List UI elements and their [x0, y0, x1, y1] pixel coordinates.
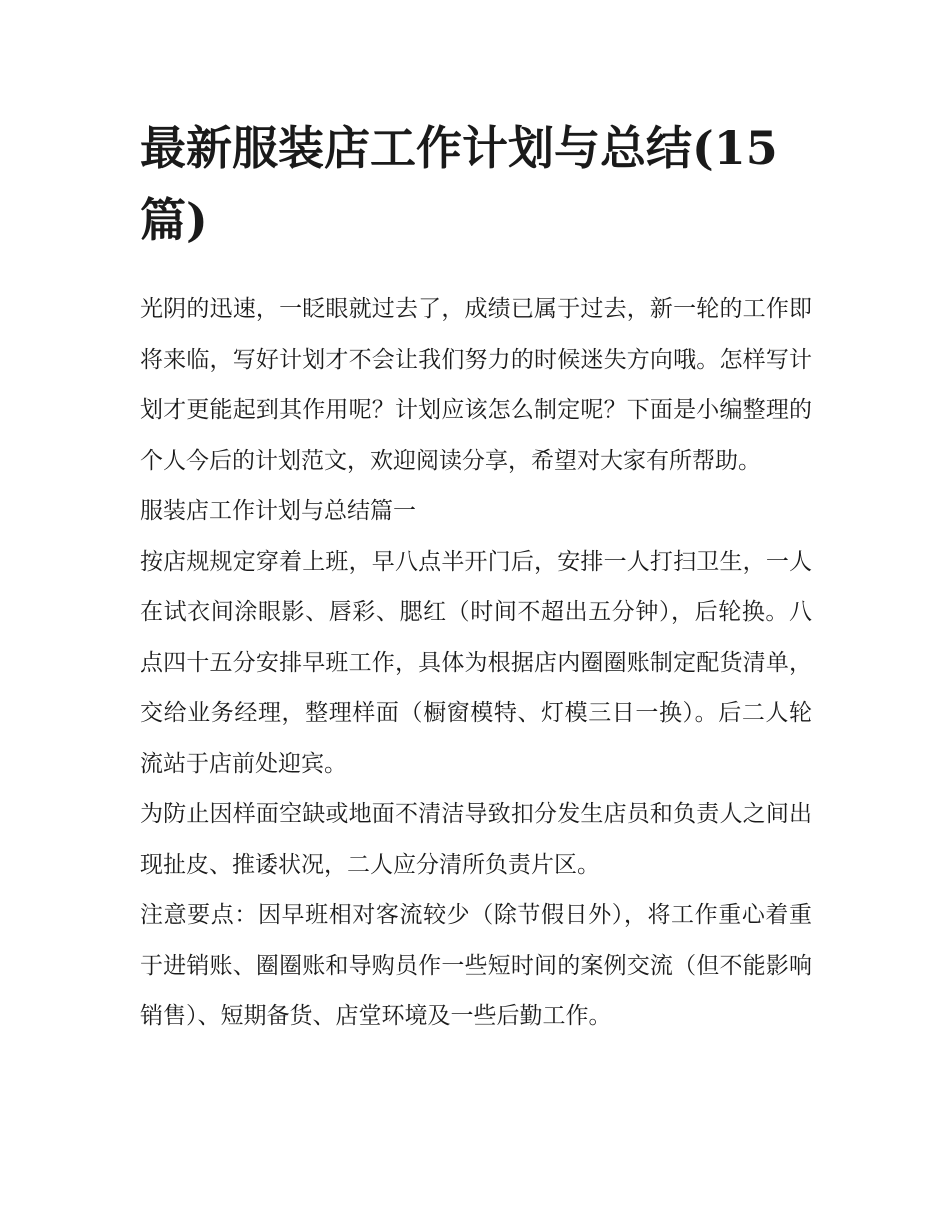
body-paragraph-3: 注意要点：因早班相对客流较少（除节假日外），将工作重心着重于进销账、圈圈账和导购员作一些短时间的案例交流（但不能影响销售）、短期备货、店堂环境及一些后勤工作。 — [140, 902, 812, 1029]
intro-paragraph: 光阴的迅速，一眨眼就过去了，成绩已属于过去，新一轮的工作即将来临，写好计划才不会让我们努力的时候迷失方向哦。怎样写计划才更能起到其作用呢？计划应该怎么制定呢？下面是小编整理的个人今后的计划范文，欢迎阅读分享，希望对大家有所帮助。 — [140, 296, 812, 474]
body-paragraph-1: 按店规规定穿着上班，早八点半开门后，安排一人打扫卫生，一人在试衣间涂眼影、唇彩、腮红（时间不超出五分钟），后轮换。八点四十五分安排早班工作，具体为根据店内圈圈账制定配货清单，交给业务经理，整理样面（橱窗模特、灯模三日一换）。后二人轮流站于店前处迎宾。 — [140, 548, 812, 777]
section-heading: 服装店工作计划与总结篇一 — [140, 498, 416, 524]
body-paragraph-2: 为防止因样面空缺或地面不清洁导致扣分发生店员和负责人之间出现扯皮、推诿状况，二人应分清所负责片区。 — [140, 801, 812, 878]
document-title: 最新服装店工作计划与总结(15篇) — [140, 121, 778, 247]
document-page — [140, 112, 812, 1042]
